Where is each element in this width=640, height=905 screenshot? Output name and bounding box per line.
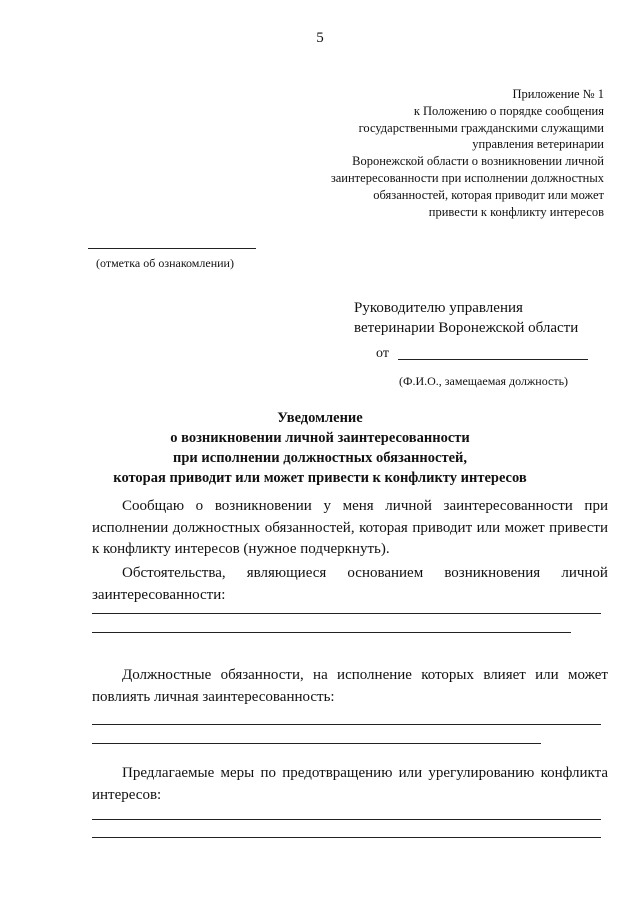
acknowledgement-caption: (отметка об ознакомлении) xyxy=(96,256,234,270)
appendix-line: государственными гражданскими служащими xyxy=(358,120,604,135)
from-caption: (Ф.И.О., замещаемая должность) xyxy=(399,374,569,388)
word: являющиеся xyxy=(246,565,327,581)
title-line: при исполнении должностных обязанностей, xyxy=(173,450,467,466)
paragraph-duties xyxy=(92,665,608,708)
acknowledgement-signature-line xyxy=(88,248,256,249)
appendix-line: обязанностей, которая приводит или может xyxy=(373,187,604,202)
paragraph-continuation: заинтересованности: xyxy=(92,586,226,603)
fill-line xyxy=(92,743,541,744)
fill-line xyxy=(92,613,601,614)
appendix-line: к Положению о порядке сообщения xyxy=(413,103,604,118)
document-title xyxy=(0,408,640,488)
appendix-line: Приложение № 1 xyxy=(512,87,604,101)
fill-line xyxy=(92,724,601,725)
recipient-line: ветеринарии Воронежской области xyxy=(354,320,579,336)
word: личной xyxy=(561,565,608,581)
appendix-line: управления ветеринарии xyxy=(472,137,604,152)
word: возникновения xyxy=(444,565,541,581)
paragraph-measures xyxy=(92,763,608,806)
word: Обстоятельства, xyxy=(122,565,226,581)
recipient-block xyxy=(354,298,578,338)
appendix-line: заинтересованности при исполнении должностных xyxy=(330,170,604,185)
title-line: Уведомление xyxy=(277,410,363,426)
title-line: которая приводит или может привести к конфликту интересов xyxy=(113,470,527,486)
appendix-line: привести к конфликту интересов xyxy=(428,204,604,219)
paragraph-first-line xyxy=(92,563,608,585)
paragraph-text: Должностные обязанности, на исполнение которых влияет или может повлиять личная заинтересованность: xyxy=(92,667,608,705)
page-number: 5 xyxy=(316,30,324,46)
appendix-line: Воронежской области о возникновении личной xyxy=(352,154,604,169)
fill-line xyxy=(92,819,601,820)
title-line: о возникновении личной заинтересованности xyxy=(170,430,470,446)
recipient-line: Руководителю управления xyxy=(354,300,523,316)
from-label: от xyxy=(376,346,389,361)
word: основанием xyxy=(347,565,424,581)
fill-line xyxy=(92,837,601,838)
paragraph-text: Предлагаемые меры по предотвращению или урегулированию конфликта интересов: xyxy=(92,765,608,803)
fill-line xyxy=(92,632,571,633)
paragraph-notification xyxy=(92,496,608,561)
paragraph-text: Сообщаю о возникновении у меня личной заинтересованности при исполнении должностных обязанностей, которая приводит или может привести к конфликту интересов (нужное подчеркнуть). xyxy=(92,498,608,557)
appendix-heading xyxy=(304,86,604,220)
from-fill-line xyxy=(398,359,588,360)
paragraph-circumstances xyxy=(92,563,608,606)
